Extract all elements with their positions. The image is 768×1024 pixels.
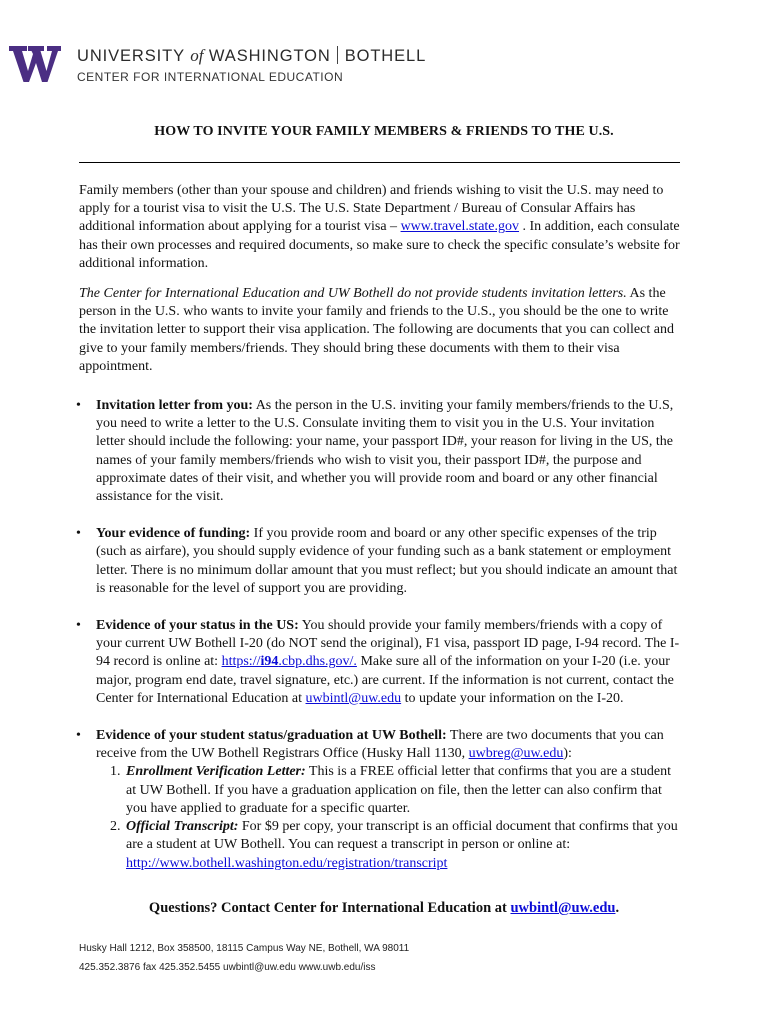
document-body xyxy=(79,182,683,873)
contact-email-link[interactable]: uwbintl@uw.edu xyxy=(510,900,616,916)
department-name: CENTER FOR INTERNATIONAL EDUCATION xyxy=(77,70,344,84)
page-title: HOW TO INVITE YOUR FAMILY MEMBERS & FRIENDS TO THE U.S. xyxy=(154,124,614,139)
travel-state-gov-link[interactable]: www.travel.state.gov xyxy=(400,219,520,235)
list-item-official-transcript: 2. Official Transcript: For $9 per copy, your transcript is an official document that confirms that you are a student at UW Bothell. You can request a transcript in person or online at: http://www.bothell.washington.edu/registration/transcript xyxy=(124,818,683,873)
university-name: UNIVERSITY of WASHINGTON BOTHELL xyxy=(77,46,427,65)
contact-line: Questions? Contact Center for International Education at uwbintl@uw.edu. xyxy=(148,900,620,916)
list-item-invitation-letter: • Invitation letter from you: As the person in the U.S. inviting your family members/friends to the U.S, you need to write a letter to the U.S. Consulate inviting them to visit you in the U.S. Your invitation letter should include the following: your name, your passport ID#, your reason for living in the US, the names of your family members/friends who wish to visit you, their passport ID#, the purpose and approximate dates of their visit, and whether you will provide room and board or any other financial assistance for the visit. xyxy=(79,397,683,506)
footer xyxy=(79,939,409,977)
uwbintl-email-link[interactable]: uwbintl@uw.edu xyxy=(305,690,402,706)
transcript-link[interactable]: http://www.bothell.washington.edu/registration/transcript xyxy=(126,855,448,871)
list-item-evidence-of-funding: • Your evidence of funding: If you provide room and board or any other specific expenses of the trip (such as airfare), you should supply evidence of your funding such as a bank statement or employment letter. There is no minimum dollar amount that you must reflect; but you should indicate an amount that is reasonable for the level of support you are providing. xyxy=(79,525,683,598)
list-item-graduation-evidence: • Evidence of your student status/graduation at UW Bothell: There are two documents that you can receive from the UW Bothell Registrars Office (Husky Hall 1130, uwbreg@uw.edu): 1. Enrollment Verification Letter: This is a FREE official letter that confirms that you are a student at UW Bothell. If you have a graduation application on file, then the letter can also confirm that you have applied to graduate for a specific quarter. 2. Official Transcript: For $9 per copy, your transcript is an official document that confirms that you are a student at UW Bothell. You can request a transcript in person or online at: http://www.bothell.washington.edu/registration/transcript xyxy=(79,727,683,873)
uw-w-logo-icon xyxy=(9,44,61,84)
list-item-status-evidence: • Evidence of your status in the US: You should provide your family members/friends with a copy of your current UW Bothell I-20 (do NOT send the original), F1 visa, passport ID page, I-94 record. The I-94 record is online at: https://i94.cbp.dhs.gov/. Make sure all of the information on your I-20 (i.e. your major, program end date, travel signature, etc.) are current. If the information is not current, contact the Center for International Education at uwbintl@uw.edu to update your information on the I-20. xyxy=(79,617,683,708)
registrar-documents-list xyxy=(96,763,683,872)
footer-address: Husky Hall 1212, Box 358500, 18115 Campus Way NE, Bothell, WA 98011 xyxy=(79,943,410,954)
divider xyxy=(79,162,680,163)
list-item-enrollment-verification: 1. Enrollment Verification Letter: This is a FREE official letter that confirms that you are a student at UW Bothell. If you have a graduation application on file, then the letter can also confirm that you have applied to graduate for a specific quarter. xyxy=(124,763,683,818)
documents-list xyxy=(79,397,683,873)
letterhead xyxy=(9,44,749,88)
footer-contact: 425.352.3876 fax 425.352.5455 uwbintl@uw.edu www.uwb.edu/iss xyxy=(79,962,376,973)
intro-paragraph: Family members (other than your spouse and children) and friends wishing to visit the U.S. may need to apply for a tourist visa to visit the U.S. The U.S. State Department / Bureau of Consular Affairs has additional information about applying for a tourist visa – www.travel.state.gov . In addition, each consulate has their own processes and required documents, so make sure to check the specific consulate’s website for additional information. xyxy=(79,183,680,271)
i94-link[interactable]: https://i94.cbp.dhs.gov/. xyxy=(221,654,357,670)
uwbreg-email-link[interactable]: uwbreg@uw.edu xyxy=(468,746,564,762)
notice-paragraph: The Center for International Education and UW Bothell do not provide students invitation letters. As the person in the U.S. who wants to invite your family and friends to the U.S., you should be the one to write the invitation letter to support their visa application. The following are documents that you can collect and give to your family members/friends. They should bring these documents with them to their visa appointment. xyxy=(79,286,674,374)
